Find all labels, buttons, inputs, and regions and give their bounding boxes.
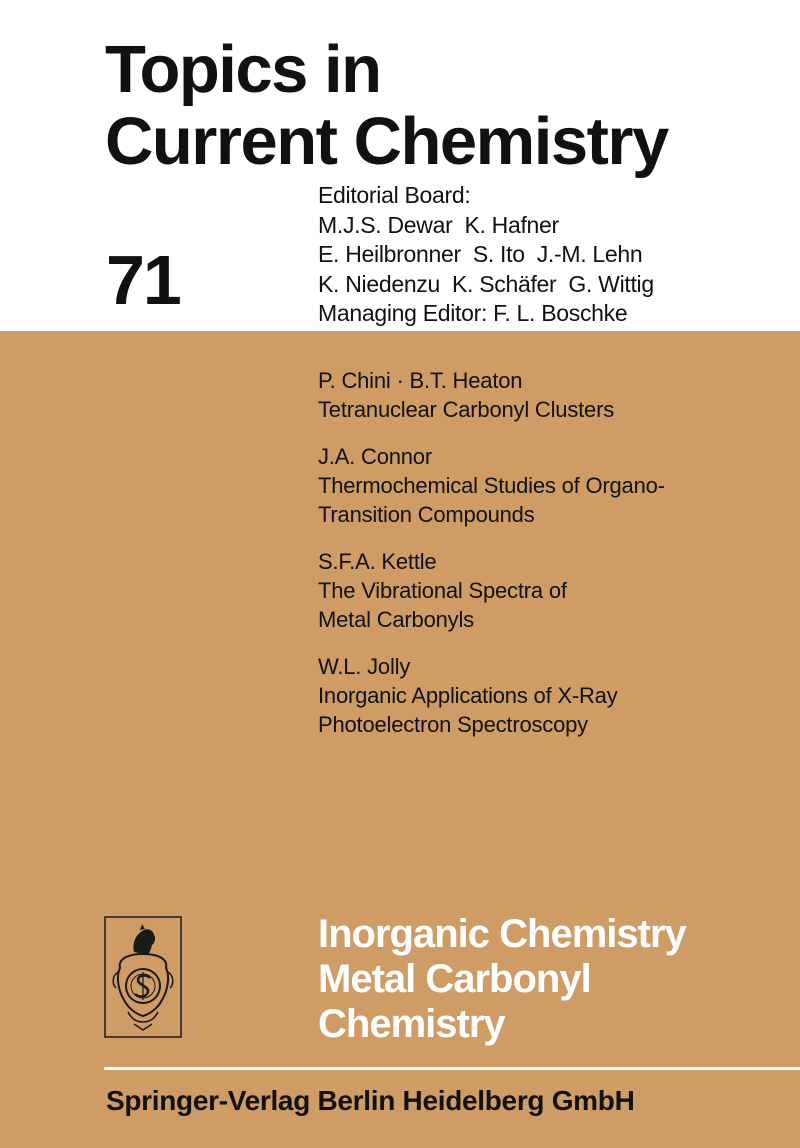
entry-authors: P. Chini · B.T. Heaton: [318, 368, 523, 393]
entry-title-line: Tetranuclear Carbonyl Clusters: [318, 397, 615, 422]
contents-entry: [318, 652, 665, 739]
editorial-board: [318, 181, 654, 329]
series-title-line-1: Topics in: [105, 32, 381, 107]
board-row-1: [318, 211, 654, 241]
entry-title-line: Metal Carbonyls: [318, 607, 474, 632]
board-member: M.J.S. Dewar: [318, 211, 453, 238]
contents-entry: [318, 442, 665, 529]
top-white-panel: [0, 0, 800, 331]
board-member: K. Schäfer: [452, 270, 557, 297]
entry-title-line: Inorganic Applications of X-Ray: [318, 683, 618, 708]
entry-authors: W.L. Jolly: [318, 654, 411, 679]
contents-list: [318, 366, 665, 757]
volume-number: 71: [106, 241, 180, 319]
entry-authors: S.F.A. Kettle: [318, 549, 437, 574]
entry-authors: J.A. Connor: [318, 444, 432, 469]
board-member: E. Heilbronner: [318, 241, 461, 267]
series-title: [105, 34, 668, 178]
board-heading: Editorial Board:: [318, 182, 471, 208]
board-member: S. Ito: [472, 241, 525, 267]
divider-line: [104, 1067, 800, 1070]
board-member: J.-M. Lehn: [536, 241, 643, 267]
entry-title-line: The Vibrational Spectra of: [318, 578, 567, 603]
managing-editor: Managing Editor: F. L. Boschke: [318, 300, 628, 326]
board-member: K. Niedenzu: [318, 270, 440, 297]
entry-title-line: Transition Compounds: [318, 502, 535, 527]
board-row-2: [318, 240, 654, 270]
volume-title-line-3: Chemistry: [318, 1002, 505, 1046]
board-member: G. Wittig: [568, 270, 654, 297]
volume-title-line-1: Inorganic Chemistry: [318, 912, 686, 956]
board-member: K. Hafner: [464, 211, 559, 238]
series-title-line-2: Current Chemistry: [105, 104, 668, 179]
entry-title-line: Photoelectron Spectroscopy: [318, 712, 588, 737]
contents-entry: [318, 547, 665, 634]
volume-title: [318, 912, 686, 1047]
volume-title-line-2: Metal Carbonyl: [318, 957, 591, 1001]
publisher-name: Springer-Verlag Berlin Heidelberg GmbH: [106, 1085, 635, 1116]
board-row-3: [318, 270, 654, 300]
entry-title-line: Thermochemical Studies of Organo-: [318, 473, 665, 498]
contents-entry: [318, 366, 665, 424]
springer-knight-emblem-icon: [104, 916, 182, 1038]
